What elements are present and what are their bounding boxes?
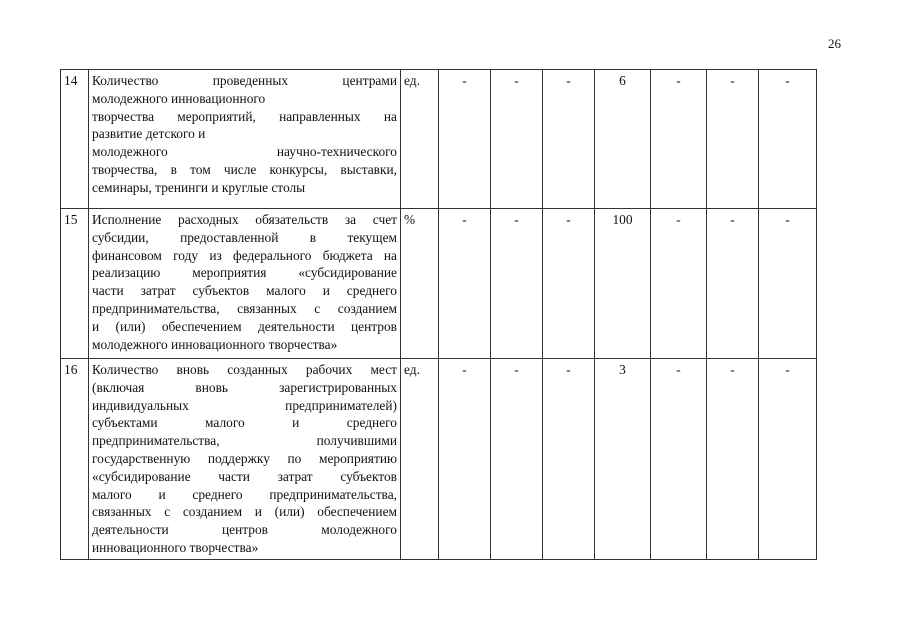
description-line: предпринимательства, связанных с созданием [92,300,397,316]
description-line: связанных с созданием и (или) обеспечением [92,504,397,520]
description-line: (включая вновь зарегистрированных [92,379,397,395]
value-cell: - [759,70,817,209]
table-row [61,70,817,209]
description-line: инновационного творчества» [92,539,259,555]
value-cell: - [543,209,595,359]
value-cell: 6 [595,70,651,209]
value-cell: - [491,70,543,209]
page-number: 26 [828,36,841,51]
description-line: субъектами малого и среднего [92,415,397,431]
description-line: финансовом году из федерального бюджета на [92,247,397,263]
indicators-table [60,69,817,560]
description-line: молодежного инновационного [92,90,266,106]
value-cell: - [707,359,759,560]
description-line: предпринимательства, получившими [92,433,397,449]
description-line: субсидии, предоставленной в текущем [92,229,397,245]
unit-cell: % [401,209,439,359]
description-line: «субсидирование части затрат субъектов [92,468,397,484]
value-cell: 3 [595,359,651,560]
unit-cell: ед. [401,359,439,560]
row-number: 14 [61,70,89,209]
description-line: развитие детского и [92,126,206,142]
value-cell: - [651,209,707,359]
indicator-description [89,209,401,359]
description-line: Исполнение расходных обязательств за счет [92,212,397,227]
description-line: семинары, тренинги и круглые столы [92,179,306,195]
value-cell: - [543,359,595,560]
indicator-description [89,70,401,209]
value-cell: - [651,70,707,209]
value-cell: - [759,209,817,359]
description-line: индивидуальных предпринимателей) [92,397,397,413]
row-number: 15 [61,209,89,359]
value-cell: - [439,70,491,209]
value-cell: - [759,359,817,560]
value-cell: - [439,209,491,359]
description-line: части затрат субъектов малого и среднего [92,283,397,299]
description-line: реализацию мероприятия «субсидирование [92,265,397,281]
description-line: молодежного научно-технического [92,144,397,160]
value-cell: - [651,359,707,560]
description-line: Количество вновь созданных рабочих мест [92,362,397,377]
description-line: Количество проведенных центрами [92,73,397,88]
description-line: творчества, в том числе конкурсы, выставки, [92,161,397,177]
value-cell: 100 [595,209,651,359]
description-line: государственную поддержку по мероприятию [92,450,397,466]
value-cell: - [707,70,759,209]
description-line: творчества мероприятий, направленных на [92,108,397,124]
description-line: и (или) обеспечением деятельности центров [92,318,397,334]
value-cell: - [543,70,595,209]
unit-cell: ед. [401,70,439,209]
value-cell: - [491,359,543,560]
value-cell: - [707,209,759,359]
table-row [61,209,817,359]
table-row [61,359,817,560]
value-cell: - [491,209,543,359]
indicator-description [89,359,401,560]
description-line: малого и среднего предпринимательства, [92,486,397,502]
row-number: 16 [61,359,89,560]
description-line: молодежного инновационного творчества» [92,336,338,352]
description-line: деятельности центров молодежного [92,522,397,538]
value-cell: - [439,359,491,560]
